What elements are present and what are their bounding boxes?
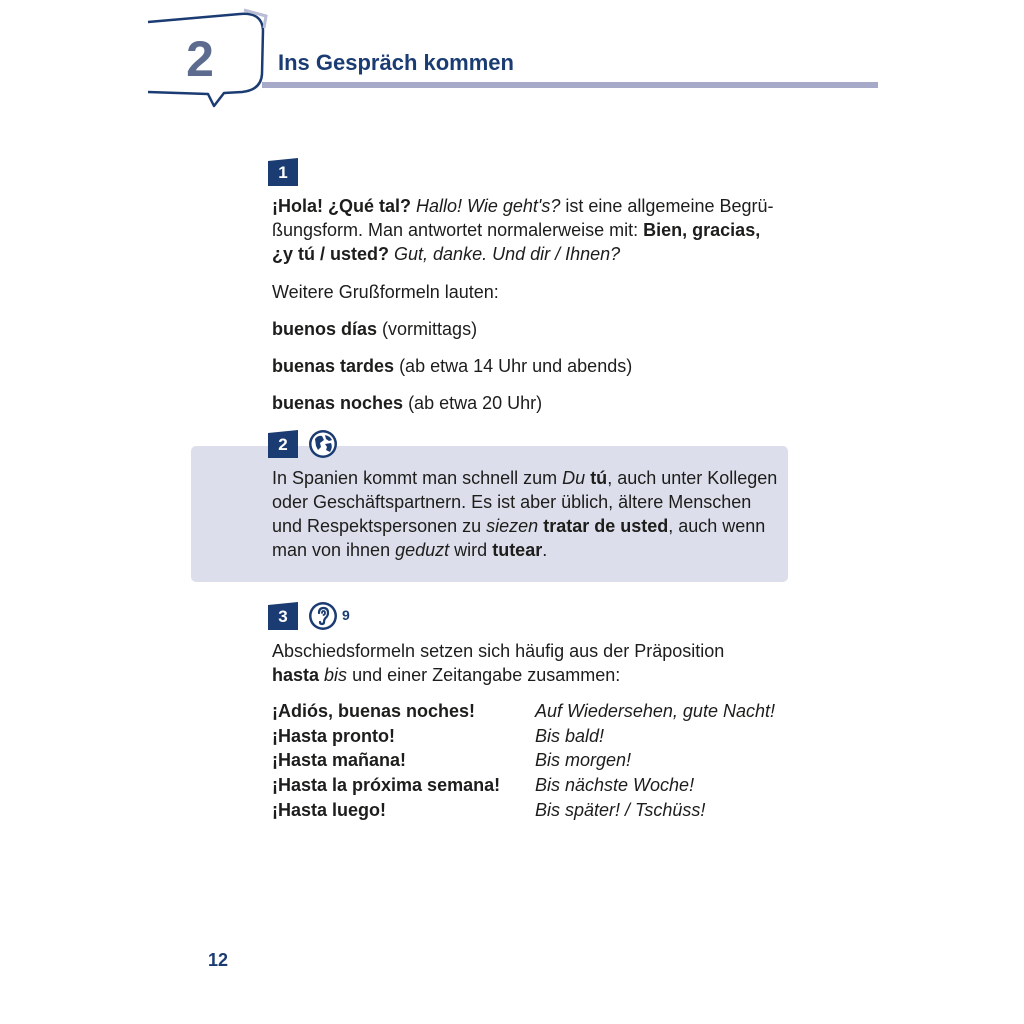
header-rule bbox=[262, 82, 878, 88]
greeting-term: buenos días bbox=[272, 319, 378, 339]
note-line: In Spanien kommt man schnell zum Du tú, auch unter Kollegen bbox=[272, 468, 778, 488]
chapter-number: 2 bbox=[186, 31, 214, 87]
audio-track-number: 9 bbox=[342, 607, 350, 623]
section-number: 3 bbox=[278, 607, 288, 626]
spanish-phrase: ¿y tú / usted? bbox=[272, 244, 389, 264]
farewell-german: Bis später! / Tschüss! bbox=[535, 800, 706, 820]
spanish-phrase: Bien, gracias, bbox=[643, 220, 761, 240]
section-marker-2 bbox=[268, 430, 298, 458]
greeting-term: buenas tardes bbox=[272, 356, 395, 376]
note-line: und Respektspersonen zu siezen tratar de usted, auch wenn bbox=[272, 516, 766, 536]
greeting-note: (ab etwa 14 Uhr und abends) bbox=[399, 356, 633, 376]
greeting-item bbox=[272, 391, 542, 416]
section-marker-3 bbox=[268, 602, 298, 630]
section-number: 1 bbox=[278, 163, 288, 182]
intro-text: Weitere Grußformeln lauten: bbox=[272, 282, 499, 302]
body-text: ßungsform. Man antwortet normalerweise mit: bbox=[272, 220, 639, 240]
farewell-german: Bis morgen! bbox=[535, 750, 632, 770]
paragraph-line bbox=[272, 194, 774, 219]
farewell-spanish: ¡Hasta la próxima semana! bbox=[272, 775, 501, 795]
german-translation: Gut, danke. Und dir / Ihnen? bbox=[394, 244, 621, 264]
chapter-title: Ins Gespräch kommen bbox=[278, 50, 514, 75]
farewell-german: Auf Wiedersehen, gute Nacht! bbox=[535, 701, 775, 721]
greeting-item bbox=[272, 317, 477, 342]
farewell-spanish: ¡Hasta mañana! bbox=[272, 750, 407, 770]
spanish-phrase: ¡Hola! ¿Qué tal? bbox=[272, 196, 411, 216]
greeting-note: (ab etwa 20 Uhr) bbox=[408, 393, 543, 413]
ear-icon bbox=[308, 601, 338, 631]
body-text: ist eine allgemeine Begrü- bbox=[565, 196, 774, 216]
section-number: 2 bbox=[278, 435, 288, 454]
farewell-spanish: ¡Adiós, buenas noches! bbox=[272, 701, 476, 721]
note-line: man von ihnen geduzt wird tutear. bbox=[272, 540, 548, 560]
globe-icon bbox=[308, 429, 338, 459]
paragraph-line bbox=[272, 242, 620, 267]
paragraph-line bbox=[272, 218, 760, 243]
paragraph-line: Abschiedsformeln setzen sich häufig aus der Präposition bbox=[272, 641, 725, 661]
german-translation: Hallo! Wie geht's? bbox=[416, 196, 561, 216]
farewell-german: Bis bald! bbox=[535, 726, 605, 746]
farewell-spanish: ¡Hasta luego! bbox=[272, 800, 387, 820]
section-marker-1 bbox=[268, 158, 298, 186]
greeting-note: (vormittags) bbox=[382, 319, 478, 339]
paragraph-line: hasta bis und einer Zeitangabe zusammen: bbox=[272, 665, 621, 685]
note-line: oder Geschäftspartnern. Es ist aber üblich, ältere Menschen bbox=[272, 492, 752, 512]
greeting-item bbox=[272, 354, 632, 379]
page-number: 12 bbox=[208, 950, 229, 970]
greeting-term: buenas noches bbox=[272, 393, 404, 413]
farewell-german: Bis nächste Woche! bbox=[535, 775, 695, 795]
farewell-spanish: ¡Hasta pronto! bbox=[272, 726, 395, 746]
